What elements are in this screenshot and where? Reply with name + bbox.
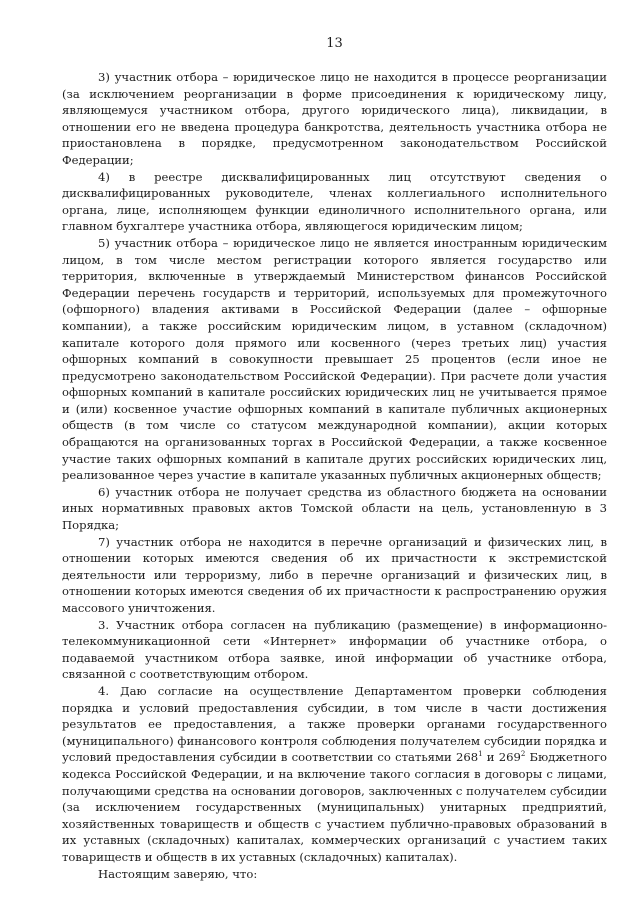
paragraph-section-4-part-3: Бюджетного кодекса Российской Федерации, и на включение такого согласия в договоры с лицами, получающими средства на основании договоров, заключенных с получателем субсидии (за исключением государственных (муниципальных) унитарных предприятий, хозяйственных товариществ и обществ с участием публично-правовых образований в их уставных (складочных) капиталах, коммерческих организаций с участием таких товариществ и обществ в их уставных (складочных) капиталах).	[62, 750, 608, 864]
superscript-2: 2	[520, 750, 526, 759]
paragraph-section-4	[62, 683, 607, 866]
superscript-1: 1	[478, 750, 483, 759]
paragraph-section-4-part-1: 4. Даю согласие на осуществление Департаментом проверки соблюдения порядка и условий предоставления субсидии, в том числе в части достижения результатов ее предоставления, а также проверки органами государственного (муниципального) финансового контроля соблюдения получателем субсидии порядка и условий предоставления субсидии в соответствии со статьями 268	[62, 683, 607, 765]
paragraph-section-4-part-2: и 269	[482, 750, 521, 765]
paragraph-item-5: 5) участник отбора – юридическое лицо не является иностранным юридическим лицом, в том числе местом регистрации которого является государство или территория, включенные в утверждаемый Министерством финансов Российской Федерации перечень государств и территорий, используемых для промежуточного (офшорного) владения активами в Российской Федерации (далее – офшорные компании), а также российским юридическим лицом, в уставном (складочном) капитале которого доля прямого или косвенного (через третьих лиц) участия офшорных компаний в совокупности превышает 25 процентов (если иное не предусмотрено законодательством Российской Федерации). При расчете доли участия офшорных компаний в капитале российских юридических лиц не учитывается прямое и (или) косвенное участие офшорных компаний в капитале публичных акционерных обществ (в том числе со статусом международной компании), акции которых обращаются на организованных торгах в Российской Федерации, а также косвенное участие таких офшорных компаний в капитале других российских юридических лиц, реализованное через участие в капитале указанных публичных акционерных обществ;	[62, 235, 607, 483]
page-number: 13	[326, 36, 343, 51]
closing-statement: Настоящим заверяю, что:	[98, 866, 258, 881]
paragraph-item-6: 6) участник отбора не получает средства из областного бюджета на основании иных нормативных правовых актов Томской области на цель, установленную в 3 Порядка;	[62, 484, 607, 533]
paragraph-section-3: 3. Участник отбора согласен на публикацию (размещение) в информационно-телекоммуникационной сети «Интернет» информации об участнике отбора, о подаваемой участником отбора заявке, иной информации об участнике отбора, связанной с соответствующим отбором.	[62, 617, 607, 682]
paragraph-item-3: 3) участник отбора – юридическое лицо не находится в процессе реорганизации (за исключением реорганизации в форме присоединения к юридическому лицу, являющемуся участником отбора, другого юридического лица), ликвидации, в отношении его не введена процедура банкротства, деятельность участника отбора не приостановлена в порядке, предусмотренном законодательством Российской Федерации;	[62, 70, 607, 167]
paragraph-item-7: 7) участник отбора не находится в перечне организаций и физических лиц, в отношении которых имеются сведения об их причастности к экстремистской деятельности или терроризму, либо в перечне организаций и физических лиц, в отношении которых имеются сведения об их причастности к распространению оружия массового уничтожения.	[62, 534, 607, 615]
paragraph-item-4: 4) в реестре дисквалифицированных лиц отсутствуют сведения о дисквалифицированных руководителе, членах коллегиального исполнительного органа, лице, исполняющем функции единоличного исполнительного органа, или главном бухгалтере участника отбора, являющегося юридическим лицом;	[62, 169, 607, 234]
